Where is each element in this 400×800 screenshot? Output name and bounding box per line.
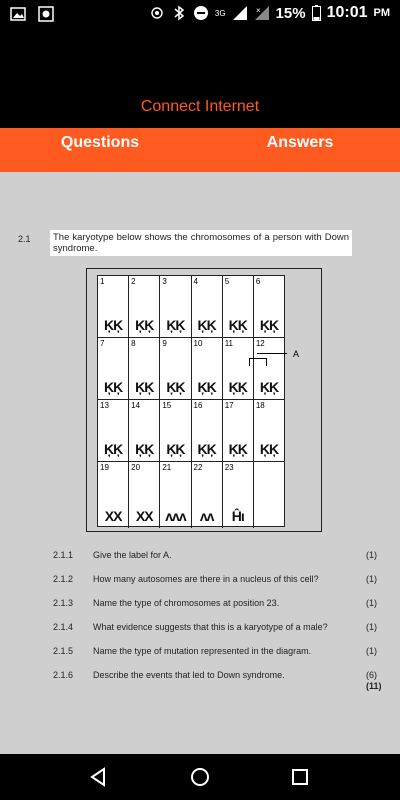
question-content[interactable]: 2.1 The karyotype below shows the chromosomes of a person with Down syndrome. 1 ĶĶ 2 ĶĶ 3 ĶĶ 4 ĶĶ 5 ĶĶ 6 ĶĶ 7 ĶĶ 8 ĶĶ 9 ĶĶ 10 ĶĶ 11 ĶĶ 12 ĶĶ 13 ĶĶ 14 ĶĶ 15 ĶĶ 16 ĶĶ 17 ĶĶ 18 ĶĶ 19 ХХ 20 ХХ 21 ʌʌʌ 22 ʌʌ 23 Ĥı A 2.1.1 Give the label for A. (1) 2.1.2 How many autosomes are there in a nucleus of this cell? (1) 2.1.3 Name the type of chromosomes at position 23. (1) 2.1.4 What evidence suggests that this is a karyotype of a male? (1) 2.1.5 Name the type of mutation represented in the diagram. (1) 2.1.6 Describe the events that led to Down syndrome. (6) (11) — [0, 172, 400, 754]
karyotype-cell: 1 ĶĶ — [98, 276, 129, 337]
tab-bar — [0, 128, 400, 172]
karyotype-row — [98, 400, 284, 462]
karyotype-cell: 4 ĶĶ — [192, 276, 223, 337]
back-icon[interactable] — [88, 766, 110, 788]
karyotype-cell: 21 ʌʌʌ — [160, 462, 191, 528]
status-bar — [0, 0, 400, 28]
karyotype-cell: 11 ĶĶ — [223, 338, 254, 399]
battery-icon — [312, 5, 321, 21]
karyotype-cell: 14 ĶĶ — [129, 400, 160, 461]
tab-answers[interactable]: Answers — [266, 134, 334, 151]
recents-icon[interactable] — [289, 766, 311, 788]
signal-icon — [232, 5, 248, 21]
image-icon — [10, 6, 26, 22]
karyotype-cell: 19 ХХ — [98, 462, 129, 528]
karyotype-cell: 18 ĶĶ — [255, 401, 279, 457]
karyotype-cell: 16 ĶĶ — [192, 400, 223, 461]
clock-ampm: PM — [373, 7, 390, 19]
karyotype-cell — [254, 462, 284, 528]
karyotype-cell: 12 ĶĶ — [255, 339, 279, 395]
question-number: 2.1 — [18, 234, 31, 244]
karyotype-row — [98, 462, 284, 528]
karyotype-cell: 8 ĶĶ — [129, 338, 160, 399]
karyotype-row — [98, 338, 284, 400]
karyotype-cell: 15 ĶĶ — [160, 400, 191, 461]
signal-off-icon — [254, 5, 270, 21]
connect-internet-link[interactable]: Connect Internet — [140, 98, 260, 115]
battery-percent: 15% — [275, 4, 306, 22]
do-not-disturb-icon — [193, 5, 209, 21]
karyotype-cell: 10 ĶĶ — [192, 338, 223, 399]
karyotype-cell: 20 ХХ — [129, 462, 160, 528]
karyotype-cell: 6 ĶĶ — [255, 277, 279, 333]
question-text: The karyotype below shows the chromosomes of a person with Down syndrome. — [50, 230, 352, 256]
clock: 10:01 — [326, 4, 368, 21]
label-line — [257, 353, 287, 354]
karyotype-cell: 17 ĶĶ — [223, 400, 254, 461]
karyotype-cell: 23 Ĥı — [223, 462, 254, 528]
tab-questions[interactable]: Questions — [60, 134, 140, 151]
bluetooth-icon — [171, 5, 187, 21]
karyotype-cell: 22 ʌʌ — [192, 462, 223, 528]
network-type: 3G — [214, 8, 226, 18]
karyotype-grid — [97, 275, 285, 527]
bracket — [249, 358, 267, 366]
navigation-bar — [0, 754, 400, 800]
top-bar — [0, 28, 400, 128]
home-icon[interactable] — [189, 766, 211, 788]
photo-icon — [38, 6, 54, 22]
hotspot-icon — [149, 5, 165, 21]
karyotype-cell: 3 ĶĶ — [160, 276, 191, 337]
karyotype-figure — [86, 268, 322, 532]
karyotype-cell: 13 ĶĶ — [98, 400, 129, 461]
karyotype-cell: 5 ĶĶ — [223, 276, 254, 337]
karyotype-cell: 9 ĶĶ — [160, 338, 191, 399]
karyotype-cell: 2 ĶĶ — [129, 276, 160, 337]
svg-text:×: × — [255, 6, 261, 15]
karyotype-row — [98, 276, 284, 338]
total-marks: (11) — [366, 681, 382, 691]
karyotype-cell: 7 ĶĶ — [98, 338, 129, 399]
label-a: A — [293, 349, 300, 359]
